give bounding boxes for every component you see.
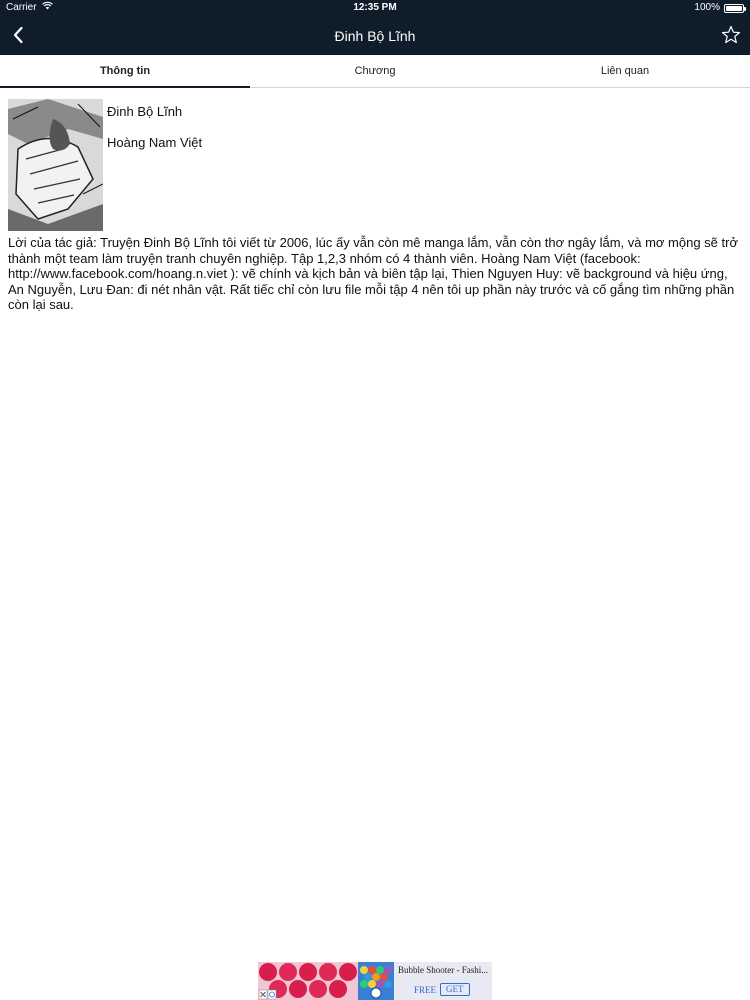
favorite-button[interactable] [718, 24, 744, 50]
navigation-bar [0, 18, 750, 55]
battery-percent: 100% [694, 2, 720, 13]
cover-image [8, 99, 103, 231]
status-bar [0, 0, 750, 16]
status-time: 12:35 PM [353, 2, 397, 13]
tab-related[interactable]: Liên quan [600, 65, 650, 77]
ad-banner[interactable] [258, 962, 492, 1000]
book-author: Hoàng Nam Việt [107, 135, 203, 150]
book-header [8, 99, 742, 231]
ad-game-image [258, 962, 358, 1000]
ad-cta-row [414, 983, 470, 996]
tab-chapters[interactable]: Chương [354, 65, 396, 77]
book-meta [107, 99, 202, 150]
ad-get-button[interactable]: GET [440, 983, 470, 996]
book-title: Đinh Bộ Lĩnh [107, 104, 183, 119]
ad-title: Bubble Shooter - Fashi... [398, 965, 488, 975]
tab-info[interactable]: Thông tin [0, 55, 250, 87]
carrier-label: Carrier [6, 2, 37, 13]
book-description: Lời của tác giả: Truyện Đinh Bộ Lĩnh tôi viết từ 2006, lúc ấy vẫn còn mê manga lắm, vẫn còn thơ ngây lắm, và mơ mộng sẽ trở thành một team làm truyện tranh chuyên nghiệp. Tập 1,2,3 nhóm có 4 thành viên. Hoàng Nam Việt (facebook: http://www.facebook.com/hoang.n.viet ): vẽ chính và kịch bản và biên tập lại, Thien Nguyen Huy: vẽ background và hiệu ứng, An Nguyễn, Lưu Đan: đi nét nhân vật. Rất tiếc chỉ còn lưu file mỗi tập 4 nên tôi up phần này trước và cố gắng tìm những phần còn lại sau. [8, 235, 738, 312]
tab-bar [0, 55, 750, 88]
top-bar [0, 0, 750, 55]
page-title: Đinh Bộ Lĩnh [334, 28, 416, 44]
info-content [8, 99, 742, 313]
ad-text [394, 962, 492, 1000]
star-outline-icon [721, 25, 741, 50]
battery-icon [724, 4, 744, 13]
battery-fill [726, 6, 742, 11]
ad-app-icon [358, 962, 394, 1000]
status-right [694, 0, 744, 16]
ad-free-label: FREE [414, 984, 437, 995]
